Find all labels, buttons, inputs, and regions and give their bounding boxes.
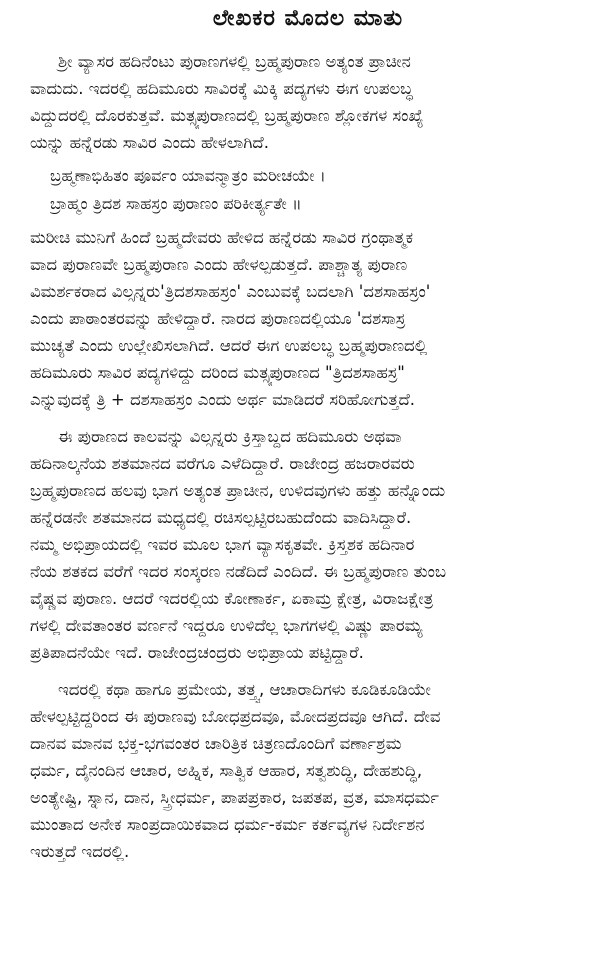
paragraph-4 [30,676,586,865]
paragraph-gap [30,666,586,676]
text-line: ಇದರಲ್ಲಿ ಕಥಾ ಹಾಗೂ ಪ್ರಮೇಯ, ತತ್ತ್ವ, ಆಚಾರಾದಿಗಳು ಕೂಡಿಕೂಡಿಯೇ [58,680,431,699]
text-line: ಈ ಪುರಾಣದ ಕಾಲವನ್ನು ವಿಲ್ಸನ್ನರು ಕ್ರಿಸ್ತಾಬ್ದದ ಹದಿಮೂರು ಅಥವಾ [58,427,402,446]
text-line: ವೈಷ್ಣವ ಪುರಾಣ. ಆದರೆ ಇದರಲ್ಲಿಯ ಕೋಣಾರ್ಕ, ಏಕಾಮ್ರ ಕ್ಷೇತ್ರ, ವಿರಾಜಕ್ಷೇತ್ರ [30,589,434,608]
text-line: ವಿಮರ್ಶಕರಾದ ವಿಲ್ಸನ್ನರು'ತ್ರಿದಶಸಾಹಸ್ರಂ' ಎಂಬುವಕ್ಕೆ ಬದಲಾಗಿ 'ದಶಸಾಹಸ್ರಂ' [30,282,431,301]
verse-line: ಬ್ರಾಹ್ಮಂ ತ್ರಿದಶ ಸಾಹಸ್ರಂ ಪುರಾಣಂ ಪರಿಕೀರ್ತ್ಯತೇ ॥ [50,194,302,213]
text-line: ಎನ್ನುವುದಕ್ಕೆ ತ್ರಿ + ದಶಸಾಹಸ್ರಂ ಎಂದು ಅರ್ಥ ಮಾಡಿದರೆ ಸರಿಹೋಗುತ್ತದೆ. [30,390,416,409]
text-line: ಹದಿನಾಲ್ಕನೆಯ ಶತಮಾನದ ವರೆಗೂ ಎಳೆದಿದ್ದಾರೆ. ರಾಜೇಂದ್ರ ಹಜರಾರವರು [30,454,415,473]
text-line: ಎಂದು ಪಾಠಾಂತರವನ್ನು ಹೇಳಿದ್ದಾರೆ. ನಾರದ ಪುರಾಣದಲ್ಲಿಯೂ 'ದಶಸಾಸ್ರ [30,309,406,328]
text-line: ಇರುತ್ತದೆ ಇದರಲ್ಲಿ. [30,842,130,861]
page-title: ಲೇಖಕರ ಮೊದಲ ಮಾತು [212,6,404,31]
text-line: ನಮ್ಮ ಅಭಿಪ್ರಾಯದಲ್ಲಿ ಇವರ ಮೂಲ ಭಾಗ ವ್ಯಾಸಕೃತವೇ. ಕ್ರಿಸ್ತಶಕ ಹದಿನಾರ [30,535,415,554]
text-line: ಮುಚ್ಯತೆ ಎಂದು ಉಲ್ಲೇಖಿಸಲಾಗಿದೆ. ಆದರೆ ಈಗ ಉಪಲಬ್ಧ ಬ್ರಹ್ಮಪುರಾಣದಲ್ಲಿ [30,336,428,355]
text-line: ಯನ್ನು ಹನ್ನೆರಡು ಸಾವಿರ ಎಂದು ಹೇಳಲಾಗಿದೆ. [30,133,269,152]
text-line: ಪ್ರತಿಪಾದನೆಯೇ ಇದೆ. ರಾಜೇಂದ್ರಚಂದ್ರರು ಅಭಿಪ್ರಾಯ ಪಟ್ಟಿದ್ದಾರೆ. [30,643,364,662]
paragraph-3 [30,423,586,666]
paragraph-2 [30,224,586,413]
text-line: ವಾದುದು. ಇದರಲ್ಲಿ ಹದಿಮೂರು ಸಾವಿರಕ್ಕೆ ಮಿಕ್ಕಿ ಪದ್ಯಗಳು ಈಗ ಉಪಲಬ್ಧ [30,79,413,98]
paragraph-1 [30,48,586,156]
text-line: ದಾನವ ಮಾನವ ಭಕ್ತ-ಭಗವಂತರ ಚಾರಿತ್ರಿಕ ಚಿತ್ರಣದೊಂದಿಗೆ ವರ್ಣಾಶ್ರಮ [30,734,402,753]
text-line: ಮರೀಚಿ ಮುನಿಗೆ ಹಿಂದೆ ಬ್ರಹ್ಮದೇವರು ಹೇಳಿದ ಹನ್ನೆರಡು ಸಾವಿರ ಗ್ರಂಥಾತ್ಮಕ [30,228,414,247]
text-line: ಶ್ರೀ ವ್ಯಾಸರ ಹದಿನೆಂಟು ಪುರಾಣಗಳಲ್ಲಿ ಬ್ರಹ್ಮಪುರಾಣ ಅತ್ಯಂತ ಪ್ರಾಚೀನ [58,52,411,71]
sanskrit-verse [30,162,586,218]
paragraph-gap [30,413,586,423]
text-line: ಹದಿಮೂರು ಸಾವಿರ ಪದ್ಯಗಳಿದ್ದು ದರಿಂದ ಮತ್ಸ್ಯಪುರಾಣದ "ತ್ರಿದಶಸಾಹಸ್ರ" [30,363,405,382]
text-line: ಹೇಳಲ್ಪಟ್ಟಿದ್ದರಿಂದ ಈ ಪುರಾಣವು ಬೋಧಪ್ರದವೂ, ಮೋದಪ್ರದವೂ ಆಗಿದೆ. ದೇವ [30,707,441,726]
text-line: ಅಂತ್ಯೇಷ್ಟಿ, ಸ್ನಾನ, ದಾನ, ಸ್ತ್ರೀಧರ್ಮ, ಪಾಪಪ್ರಕಾರ, ಜಪತಪ, ವ್ರತ, ಮಾಸಧರ್ಮ [30,788,439,807]
text-line: ಧರ್ಮ, ದೈನಂದಿನ ಆಚಾರ, ಅಹ್ನಿಕ, ಸಾತ್ವಿಕ ಆಹಾರ, ಸತ್ವಶುದ್ಧಿ, ದೇಹಶುದ್ಧಿ, [30,761,423,780]
text-line: ನೆಯ ಶತಕದ ವರೆಗೆ ಇದರ ಸಂಸ್ಕರಣ ನಡೆದಿದೆ ಎಂದಿದೆ. ಈ ಬ್ರಹ್ಮಪುರಾಣ ತುಂಬ [30,562,447,581]
text-line: ಗಳಲ್ಲಿ ದೇವತಾಂತರ ವರ್ಣನೆ ಇದ್ದರೂ ಉಳಿದೆಲ್ಲ ಭಾಗಗಳಲ್ಲಿ ವಿಷ್ಣು ಪಾರಮ್ಯ [30,616,423,635]
text-line: ವಿದ್ದುದರಲ್ಲಿ ದೊರಕುತ್ತವೆ. ಮತ್ಸ್ಯಪುರಾಣದಲ್ಲಿ ಬ್ರಹ್ಮಪುರಾಣ ಶ್ಲೋಕಗಳ ಸಂಖ್ಯೆ [30,106,424,125]
verse-line: ಬ್ರಹ್ಮಣಾಭಿಹಿತಂ ಪೂರ್ವಂ ಯಾವನ್ಮಾತ್ರಂ ಮರೀಚಯೇ । [50,166,326,185]
text-line: ಮುಂತಾದ ಅನೇಕ ಸಾಂಪ್ರದಾಯಿಕವಾದ ಧರ್ಮ-ಕರ್ಮ ಕರ್ತವ್ಯಗಳ ನಿರ್ದೇಶನ [30,815,425,834]
text-line: ಬ್ರಹ್ಮಪುರಾಣದ ಹಲವು ಭಾಗ ಅತ್ಯಂತ ಪ್ರಾಚೀನ, ಉಳಿದವುಗಳು ಹತ್ತು ಹನ್ನೊಂದು [30,481,446,500]
text-line: ಹನ್ನೆರಡನೇ ಶತಮಾನದ ಮಧ್ಯದಲ್ಲಿ ರಚಿಸಲ್ಪಟ್ಟಿರಬಹುದೆಂದು ವಾದಿಸಿದ್ದಾರೆ. [30,508,412,527]
text-line: ವಾದ ಪುರಾಣವೇ ಬ್ರಹ್ಮಪುರಾಣ ಎಂದು ಹೇಳಲ್ಪಡುತ್ತದೆ. ಪಾಶ್ಚಾತ್ಯ ಪುರಾಣ [30,255,408,274]
